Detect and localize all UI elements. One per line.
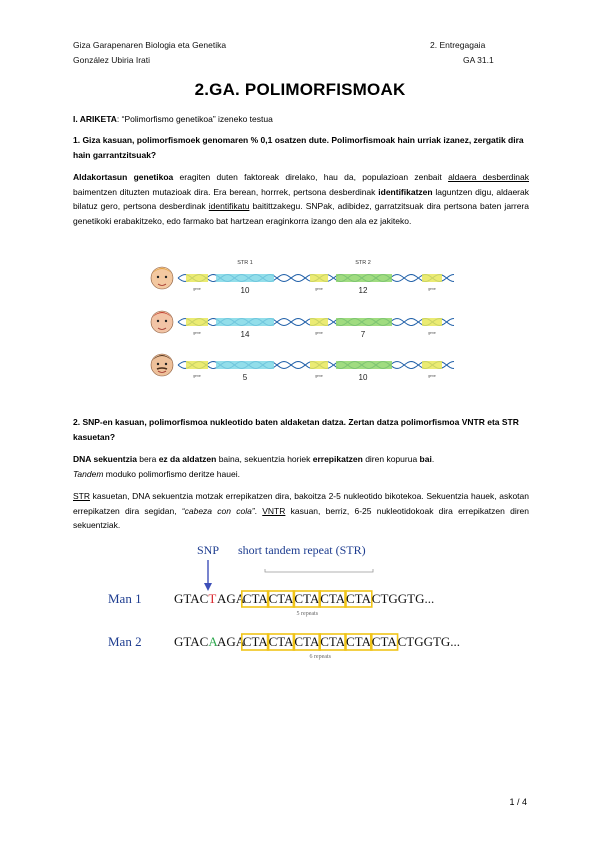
answer-2-text-b: baina, sekuentzia horiek xyxy=(216,454,313,464)
answer-1-bold-b: identifikatzen xyxy=(378,186,433,197)
sequence-row xyxy=(108,634,460,660)
repeat-unit: CTA xyxy=(371,634,397,649)
repeat-count: 5 repeats xyxy=(296,611,319,617)
gene-block xyxy=(310,318,328,326)
answer-1-text-d: baitittzakegu. SNPak, adibidez, garratzitsuak dira pertsona baten jarrera genetikoki erabakitzeko, edo farmako bat hartzean eraginkorra izango den ala ez jakiteko. xyxy=(73,201,529,226)
repeat-unit: CTA xyxy=(242,634,268,649)
answer-2-text-e: moduko polimorfismo deritze hauei. xyxy=(103,469,240,479)
answer-1 xyxy=(73,170,529,228)
repeat-unit: CTA xyxy=(320,591,346,606)
gene-label: gene xyxy=(315,374,323,378)
str1-header: STR 1 xyxy=(237,260,253,266)
gene-label: gene xyxy=(428,331,436,335)
gene-block xyxy=(422,318,442,326)
str-headers xyxy=(237,260,371,266)
answer-2-bold-d: bai xyxy=(419,454,432,464)
answer-1-text-a: eragiten duten faktoreak direlako, hau da, populazioan zenbait xyxy=(173,172,449,182)
str1-block xyxy=(216,361,274,369)
str2-count: 12 xyxy=(358,286,368,295)
str2-header: STR 2 xyxy=(355,260,371,266)
sequence-label: Man 1 xyxy=(108,591,142,606)
header-assignment: 2. Entregagaia xyxy=(430,40,486,50)
str1-count: 14 xyxy=(240,330,250,339)
sequence-mid: AGA xyxy=(217,634,246,649)
repeat-unit: CTA xyxy=(242,591,268,606)
answer-2-text-a: bera xyxy=(136,454,159,464)
gene-block xyxy=(310,361,328,369)
answer-2-bold-a: DNA sekuentzia xyxy=(73,454,137,464)
str1-count: 10 xyxy=(240,286,250,295)
gene-block xyxy=(422,361,442,369)
str2-count: 7 xyxy=(360,330,366,339)
answer-1-underline-a: aldaera desberdinak xyxy=(448,172,530,182)
str-bracket xyxy=(265,569,373,572)
person-face-icon xyxy=(151,311,173,333)
repeat-unit: CTA xyxy=(294,634,320,649)
vntr-underline: VNTR xyxy=(262,505,286,516)
str2-block xyxy=(336,274,392,282)
str-label: short tandem repeat (STR) xyxy=(238,543,366,557)
sequence-mid: AGA xyxy=(217,591,246,606)
sequence-suffix: CTGGTG... xyxy=(397,634,461,649)
answer-2-text-c: diren kopurua xyxy=(362,454,420,464)
answer-2-text-g: . xyxy=(254,505,263,516)
sequence-label: Man 2 xyxy=(108,634,142,649)
str1-count: 5 xyxy=(242,373,248,382)
answer-2-italic: Tandem xyxy=(73,469,104,479)
header-group: GA 31.1 xyxy=(463,55,494,65)
snp-nucleotide: T xyxy=(208,591,217,606)
answer-2-p3 xyxy=(73,489,529,533)
answer-1-underline-b: identifikatu xyxy=(208,201,250,211)
answer-2-bold-c: errepikatzen xyxy=(312,454,363,464)
section-label: I. ARIKETA xyxy=(73,114,117,124)
repeat-count: 6 repeats xyxy=(309,654,331,660)
person-face-icon xyxy=(151,354,173,376)
section-text: : “Polimorfismo genetikoa” izeneko testua xyxy=(116,114,273,124)
str1-block xyxy=(216,318,274,326)
str1-block xyxy=(216,274,274,282)
answer-1-text-c: laguntzen digu, aldaerak bilatuz gero, pertsona desberdinak xyxy=(73,186,529,211)
gene-label: gene xyxy=(428,287,436,291)
gene-label: gene xyxy=(428,374,436,378)
answer-2-text-f: kasuetan, DNA sekuentzia motzak errepikatzen dira, bakoitza 2-5 nukleotido bikotekoa. Sekuentzia hauek, askotan errepikatzen dira segidan, xyxy=(73,491,529,516)
repeat-unit: CTA xyxy=(346,634,371,649)
snp-str-figure xyxy=(108,538,488,668)
snp-nucleotide: A xyxy=(208,634,218,649)
str2-count: 10 xyxy=(358,373,368,382)
answer-1-text-b: baimentzen dituzten mutazioak dira. Era berean, horrrek, pertsona desberdinak xyxy=(73,186,379,197)
answer-2-p1 xyxy=(73,452,529,467)
gene-label: gene xyxy=(193,331,201,335)
sequence-row xyxy=(108,591,434,617)
sequence-prefix: GTAC xyxy=(174,591,209,606)
question-2: 2. SNP-en kasuan, polimorfismoa nukleotido baten aldaketan datza. Zertan datza polimorfismoa VNTR eta STR kasuetan? xyxy=(73,417,519,442)
page-title: 2.GA. POLIMORFISMOAK xyxy=(194,80,406,99)
snp-label: SNP xyxy=(196,543,220,557)
str2-block xyxy=(336,318,392,326)
header-course: Giza Garapenaren Biologia eta Genetika xyxy=(73,40,227,50)
answer-2-text-d: . xyxy=(431,454,435,464)
str-illustration xyxy=(150,258,460,388)
page-number: 1 / 4 xyxy=(509,797,527,807)
person-face-icon xyxy=(151,267,173,289)
gene-label: gene xyxy=(315,287,323,291)
repeat-unit: CTA xyxy=(268,634,294,649)
repeat-unit: CTA xyxy=(268,591,294,606)
sequence-suffix: CTGGTG... xyxy=(371,591,435,606)
answer-2-text-h: kasuan, berriz, 6-25 nukleotidokoak dira errepikatzen diren sekuentziak. xyxy=(73,505,529,530)
gene-block xyxy=(186,274,208,282)
answer-2-p2 xyxy=(73,467,529,482)
str2-block xyxy=(336,361,392,369)
gene-label: gene xyxy=(193,287,201,291)
section-heading xyxy=(73,112,529,127)
gene-block xyxy=(186,318,208,326)
gene-block xyxy=(422,274,442,282)
str-row xyxy=(151,267,454,295)
str-underline: STR xyxy=(73,491,90,501)
answer-1-term: Aldakortasun genetikoa xyxy=(73,172,174,182)
str-row xyxy=(151,311,454,339)
question-1: 1. Giza kasuan, polimorfismoek genomaren % 0,1 osatzen dute. Polimorfismoak hain urriak izanez, zergatik dira hain garrantzitsuak? xyxy=(73,135,524,160)
sequence-prefix: GTAC xyxy=(174,634,209,649)
header-author: González Ubiria Irati xyxy=(73,55,151,65)
repeat-unit: CTA xyxy=(346,591,371,606)
answer-2-italic-quote: “cabeza con cola” xyxy=(181,505,255,516)
str-row xyxy=(151,354,454,382)
gene-block xyxy=(186,361,208,369)
snp-arrow-head xyxy=(204,583,212,591)
gene-label: gene xyxy=(193,374,201,378)
answer-2-bold-b: ez da aldatzen xyxy=(158,454,217,464)
repeat-unit: CTA xyxy=(320,634,346,649)
repeat-unit: CTA xyxy=(294,591,320,606)
gene-block xyxy=(310,274,328,282)
gene-label: gene xyxy=(315,331,323,335)
